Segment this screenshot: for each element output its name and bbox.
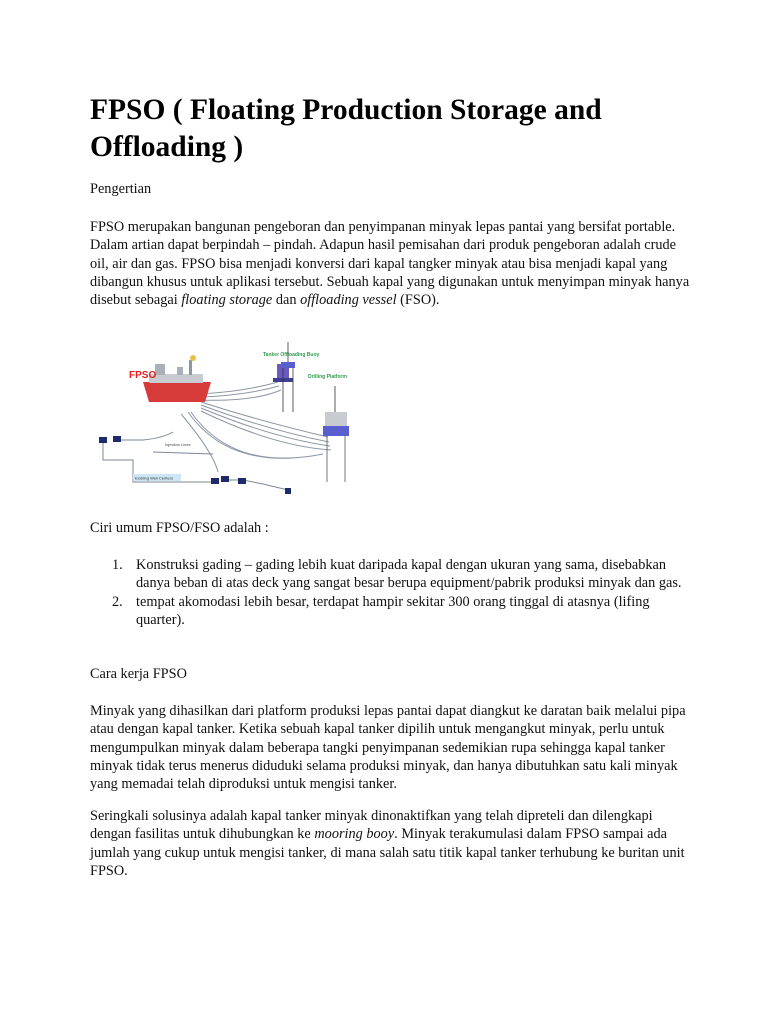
paragraph-text: (FSO). — [396, 292, 440, 309]
wells-label: Existing Well Centers — [135, 475, 173, 481]
list-item — [90, 593, 690, 630]
list-item-text: Konstruksi gading – gading lebih kuat daripada kapal dengan ukuran yang sama, disebabkan danya beban di atas deck yang sangat besar berupa equipment/pabrik produksi minyak dan gas. — [136, 557, 682, 592]
paragraph-text: dan — [272, 292, 301, 309]
paragraph-text: Seringkali solusinya adalah kapal tanker minyak dinonaktifkan yang telah dipreteli dan dilengkapi dengan fasilitas untuk dihubungkan ke — [90, 808, 653, 843]
paragraph-text: FPSO merupakan bangunan pengeboran dan penyimpanan minyak lepas pantai yang bersifat portable. Dalam artian dapat berpindah – pindah. Adapun hasil pemisahan dari produk pengeboran adalah crude oil, air dan gas. FPSO bisa menjadi konversi dari kapal tangker minyak atau bisa menjadi kapal yang dibangun khusus untuk aplikasi tersebut. Sebuah kapal yang digunakan untuk menyimpan minyak hanya disebut sebagai — [90, 219, 690, 309]
fpso-label: FPSO — [129, 370, 157, 381]
injection-lines-label: Injection Lines — [165, 442, 191, 447]
section-heading-ciri: Ciri umum FPSO/FSO adalah : — [90, 520, 269, 536]
buoy-label: Tanker Offloading Buoy — [263, 352, 320, 358]
page-title: FPSO ( Floating Production Storage and Offloading ) — [90, 94, 602, 163]
list-number: 2. — [112, 593, 123, 610]
subsea-wellheads — [99, 436, 291, 494]
fpso-diagram-figure — [93, 342, 365, 502]
section-heading-cara-kerja: Cara kerja FPSO — [90, 666, 187, 682]
list-item — [90, 556, 690, 593]
paragraph-pengertian — [90, 218, 690, 309]
platform-label: Drilling Platform — [308, 374, 347, 380]
paragraph-solusi — [90, 807, 690, 880]
drilling-platform-2 — [323, 386, 349, 482]
italic-term-floating-storage: floating storage — [181, 292, 273, 309]
italic-term-offloading-vessel: offloading vessel — [300, 292, 397, 309]
section-heading-pengertian: Pengertian — [90, 181, 152, 197]
seabed-flowlines — [103, 432, 288, 490]
italic-term-mooring-booy: mooring booy — [314, 826, 395, 843]
ciri-list — [90, 556, 690, 629]
paragraph-text: . Minyak terakumulasi dalam FPSO sampai ada jumlah yang cukup untuk mengisi tanker, di mana salah satu titik kapal tanker terhubung ke buritan unit FPSO. — [90, 826, 685, 879]
list-item-text: tempat akomodasi lebih besar, terdapat hampir sekitar 300 orang tinggal di atasnya (lifing quarter). — [136, 593, 650, 628]
list-number: 1. — [112, 557, 123, 573]
paragraph-cara-kerja: Minyak yang dihasilkan dari platform produksi lepas pantai dapat diangkut ke daratan baik melalui pipa atau dengan kapal tanker. Ketika sebuah kapal tanker dipilih untuk mengangkut minyak, perlu untuk mengumpulkan minyak dalam beberapa tangki penyimpanan sedemikian rupa sehingga kapal tanker minyak tidak terus menerus diduduki selama produksi minyak, dan hanya dibutuhkan satu kali minyak yang memadai telah diproduksi untuk mengisi tanker. — [90, 703, 686, 793]
